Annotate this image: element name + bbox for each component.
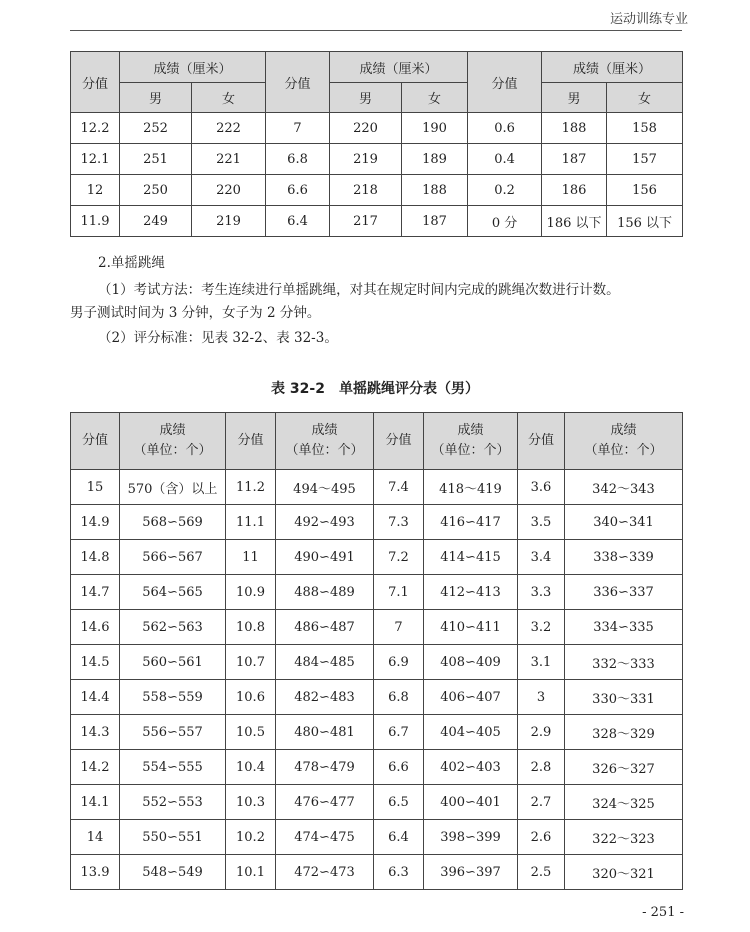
- table-cell: 252: [120, 113, 192, 144]
- table-row: [71, 470, 683, 505]
- table-cell: 6.4: [266, 206, 330, 237]
- table-cell: 2.6: [518, 820, 565, 855]
- table-cell: 13.9: [71, 855, 120, 890]
- table-row: [71, 820, 683, 855]
- male-header: 男: [542, 83, 607, 113]
- table-cell: 0.4: [468, 144, 542, 175]
- female-header: 女: [402, 83, 468, 113]
- table-cell: 334∽335: [565, 610, 683, 645]
- male-header: 男: [330, 83, 402, 113]
- table-cell: 412∽413: [424, 575, 518, 610]
- result-header: 成绩 （单位：个）: [424, 413, 518, 470]
- table-cell: 14.3: [71, 715, 120, 750]
- table-cell: 10.9: [226, 575, 276, 610]
- table-cell: 326～327: [565, 750, 683, 785]
- table-cell: 554∽555: [120, 750, 226, 785]
- result-header: 成绩（厘米）: [120, 52, 266, 83]
- method-line-2: 男子测试时间为 3 分钟，女子为 2 分钟。: [70, 305, 321, 321]
- score-header: 分值: [71, 52, 120, 113]
- table-row: [71, 750, 683, 785]
- table-cell: 556∽557: [120, 715, 226, 750]
- header-rule: [70, 30, 682, 31]
- table-cell: 6.6: [374, 750, 424, 785]
- table-cell: 12: [71, 175, 120, 206]
- table-cell: 568∽569: [120, 505, 226, 540]
- table2-caption: 表 32-2 单摇跳绳评分表（男）: [271, 381, 479, 397]
- rope-skipping-score-table: [70, 412, 683, 890]
- table-cell: 404∽405: [424, 715, 518, 750]
- table-cell: 570（含）以上: [120, 470, 226, 505]
- table-cell: 11: [226, 540, 276, 575]
- table-cell: 6.8: [374, 680, 424, 715]
- table-cell: 0 分: [468, 206, 542, 237]
- table-row: [71, 680, 683, 715]
- table-cell: 221: [192, 144, 266, 175]
- table-cell: 220: [192, 175, 266, 206]
- female-header: 女: [192, 83, 266, 113]
- table-cell: 6.4: [374, 820, 424, 855]
- table-cell: 10.5: [226, 715, 276, 750]
- page-number: - 251 -: [642, 905, 684, 920]
- table-cell: 7.2: [374, 540, 424, 575]
- result-header: 成绩 （单位：个）: [276, 413, 374, 470]
- table-cell: 218: [330, 175, 402, 206]
- female-header: 女: [607, 83, 683, 113]
- table-cell: 10.6: [226, 680, 276, 715]
- table-cell: 472∽473: [276, 855, 374, 890]
- table-cell: 12.2: [71, 113, 120, 144]
- table-cell: 482∽483: [276, 680, 374, 715]
- table-cell: 566∽567: [120, 540, 226, 575]
- result-header: 成绩 （单位：个）: [565, 413, 683, 470]
- table-cell: 156: [607, 175, 683, 206]
- table-cell: 3.6: [518, 470, 565, 505]
- table-cell: 187: [402, 206, 468, 237]
- table-cell: 550∽551: [120, 820, 226, 855]
- table-row: [71, 540, 683, 575]
- table-cell: 7.1: [374, 575, 424, 610]
- table2-body: [71, 470, 683, 890]
- result-header: 成绩（厘米）: [542, 52, 683, 83]
- table-row: [71, 175, 683, 206]
- table-cell: 478∽479: [276, 750, 374, 785]
- table-row: [71, 144, 683, 175]
- running-header: 运动训练专业: [609, 12, 688, 27]
- table-cell: 7.3: [374, 505, 424, 540]
- table-cell: 3.3: [518, 575, 565, 610]
- table-cell: 330～331: [565, 680, 683, 715]
- table-cell: 342～343: [565, 470, 683, 505]
- table-cell: 476∽477: [276, 785, 374, 820]
- table-row: [71, 505, 683, 540]
- table-row: [71, 575, 683, 610]
- table-cell: 480∽481: [276, 715, 374, 750]
- table-cell: 3.2: [518, 610, 565, 645]
- table-cell: 157: [607, 144, 683, 175]
- table-row: [71, 610, 683, 645]
- table-cell: 14.4: [71, 680, 120, 715]
- table-cell: 548∽549: [120, 855, 226, 890]
- result-header: 成绩 （单位：个）: [120, 413, 226, 470]
- table-cell: 336∽337: [565, 575, 683, 610]
- table-cell: 486∽487: [276, 610, 374, 645]
- table-cell: 11.1: [226, 505, 276, 540]
- table-cell: 400∽401: [424, 785, 518, 820]
- table-cell: 492∽493: [276, 505, 374, 540]
- table-cell: 490∽491: [276, 540, 374, 575]
- table-cell: 251: [120, 144, 192, 175]
- table-row: [71, 715, 683, 750]
- section-title: 2.单摇跳绳: [98, 255, 165, 271]
- table-cell: 3.4: [518, 540, 565, 575]
- table-cell: 190: [402, 113, 468, 144]
- table-cell: 562∽563: [120, 610, 226, 645]
- table-cell: 418～419: [424, 470, 518, 505]
- table-cell: 14.6: [71, 610, 120, 645]
- table-cell: 320～321: [565, 855, 683, 890]
- table-cell: 6.5: [374, 785, 424, 820]
- table-cell: 7.4: [374, 470, 424, 505]
- score-header: 分值: [518, 413, 565, 470]
- table-cell: 186 以下: [542, 206, 607, 237]
- table-cell: 220: [330, 113, 402, 144]
- table-cell: 7: [374, 610, 424, 645]
- table-cell: 14.8: [71, 540, 120, 575]
- method-line-1: （1）考试方法：考生连续进行单摇跳绳，对其在规定时间内完成的跳绳次数进行计数。: [98, 282, 620, 298]
- result-header: 成绩（厘米）: [330, 52, 468, 83]
- table-cell: 410∽411: [424, 610, 518, 645]
- table-cell: 338∽339: [565, 540, 683, 575]
- table-cell: 3.5: [518, 505, 565, 540]
- table-row: [71, 113, 683, 144]
- table-cell: 6.8: [266, 144, 330, 175]
- table-cell: 0.6: [468, 113, 542, 144]
- score-header: 分值: [71, 413, 120, 470]
- table-cell: 14: [71, 820, 120, 855]
- table-cell: 6.9: [374, 645, 424, 680]
- long-jump-score-table: [70, 51, 683, 237]
- table-cell: 340∽341: [565, 505, 683, 540]
- score-header: 分值: [266, 52, 330, 113]
- table-cell: 10.4: [226, 750, 276, 785]
- table-cell: 12.1: [71, 144, 120, 175]
- table-cell: 474∽475: [276, 820, 374, 855]
- table-cell: 494～495: [276, 470, 374, 505]
- table-cell: 328～329: [565, 715, 683, 750]
- table-row: [71, 206, 683, 237]
- table-cell: 564∽565: [120, 575, 226, 610]
- table-cell: 186: [542, 175, 607, 206]
- table-cell: 402∽403: [424, 750, 518, 785]
- table-cell: 158: [607, 113, 683, 144]
- table-cell: 189: [402, 144, 468, 175]
- table-cell: 2.8: [518, 750, 565, 785]
- table-cell: 396∽397: [424, 855, 518, 890]
- table-cell: 558∽559: [120, 680, 226, 715]
- table-cell: 217: [330, 206, 402, 237]
- table-cell: 14.7: [71, 575, 120, 610]
- table1-body: [71, 113, 683, 237]
- table-cell: 552∽553: [120, 785, 226, 820]
- table-cell: 14.9: [71, 505, 120, 540]
- table-row: [71, 855, 683, 890]
- table-cell: 2.9: [518, 715, 565, 750]
- table-cell: 11.9: [71, 206, 120, 237]
- table-cell: 322～323: [565, 820, 683, 855]
- table-cell: 324～325: [565, 785, 683, 820]
- table-cell: 2.7: [518, 785, 565, 820]
- table-cell: 7: [266, 113, 330, 144]
- table-cell: 188: [402, 175, 468, 206]
- table-cell: 3.1: [518, 645, 565, 680]
- table-cell: 6.7: [374, 715, 424, 750]
- table-row: [71, 645, 683, 680]
- table-row: [71, 785, 683, 820]
- table-cell: 416∽417: [424, 505, 518, 540]
- table-cell: 10.7: [226, 645, 276, 680]
- table-cell: 219: [192, 206, 266, 237]
- table-cell: 14.2: [71, 750, 120, 785]
- table-cell: 6.6: [266, 175, 330, 206]
- table-cell: 10.8: [226, 610, 276, 645]
- table-cell: 249: [120, 206, 192, 237]
- table-cell: 0.2: [468, 175, 542, 206]
- table-cell: 332～333: [565, 645, 683, 680]
- table-cell: 10.1: [226, 855, 276, 890]
- table-cell: 156 以下: [607, 206, 683, 237]
- table-cell: 6.3: [374, 855, 424, 890]
- table-cell: 188: [542, 113, 607, 144]
- table-cell: 488∽489: [276, 575, 374, 610]
- table-cell: 10.2: [226, 820, 276, 855]
- table-cell: 222: [192, 113, 266, 144]
- table-cell: 15: [71, 470, 120, 505]
- score-header: 分值: [226, 413, 276, 470]
- table-cell: 14.1: [71, 785, 120, 820]
- table-cell: 406∽407: [424, 680, 518, 715]
- table-cell: 14.5: [71, 645, 120, 680]
- table-cell: 484∽485: [276, 645, 374, 680]
- table-cell: 10.3: [226, 785, 276, 820]
- table-cell: 560∽561: [120, 645, 226, 680]
- table-cell: 3: [518, 680, 565, 715]
- table-cell: 11.2: [226, 470, 276, 505]
- male-header: 男: [120, 83, 192, 113]
- table-cell: 408∽409: [424, 645, 518, 680]
- table-cell: 219: [330, 144, 402, 175]
- standard-line: （2）评分标准：见表 32-2、表 32-3。: [98, 330, 338, 346]
- score-header: 分值: [374, 413, 424, 470]
- score-header: 分值: [468, 52, 542, 113]
- table-cell: 250: [120, 175, 192, 206]
- table-cell: 2.5: [518, 855, 565, 890]
- table-cell: 187: [542, 144, 607, 175]
- table-cell: 398∽399: [424, 820, 518, 855]
- table-cell: 414∽415: [424, 540, 518, 575]
